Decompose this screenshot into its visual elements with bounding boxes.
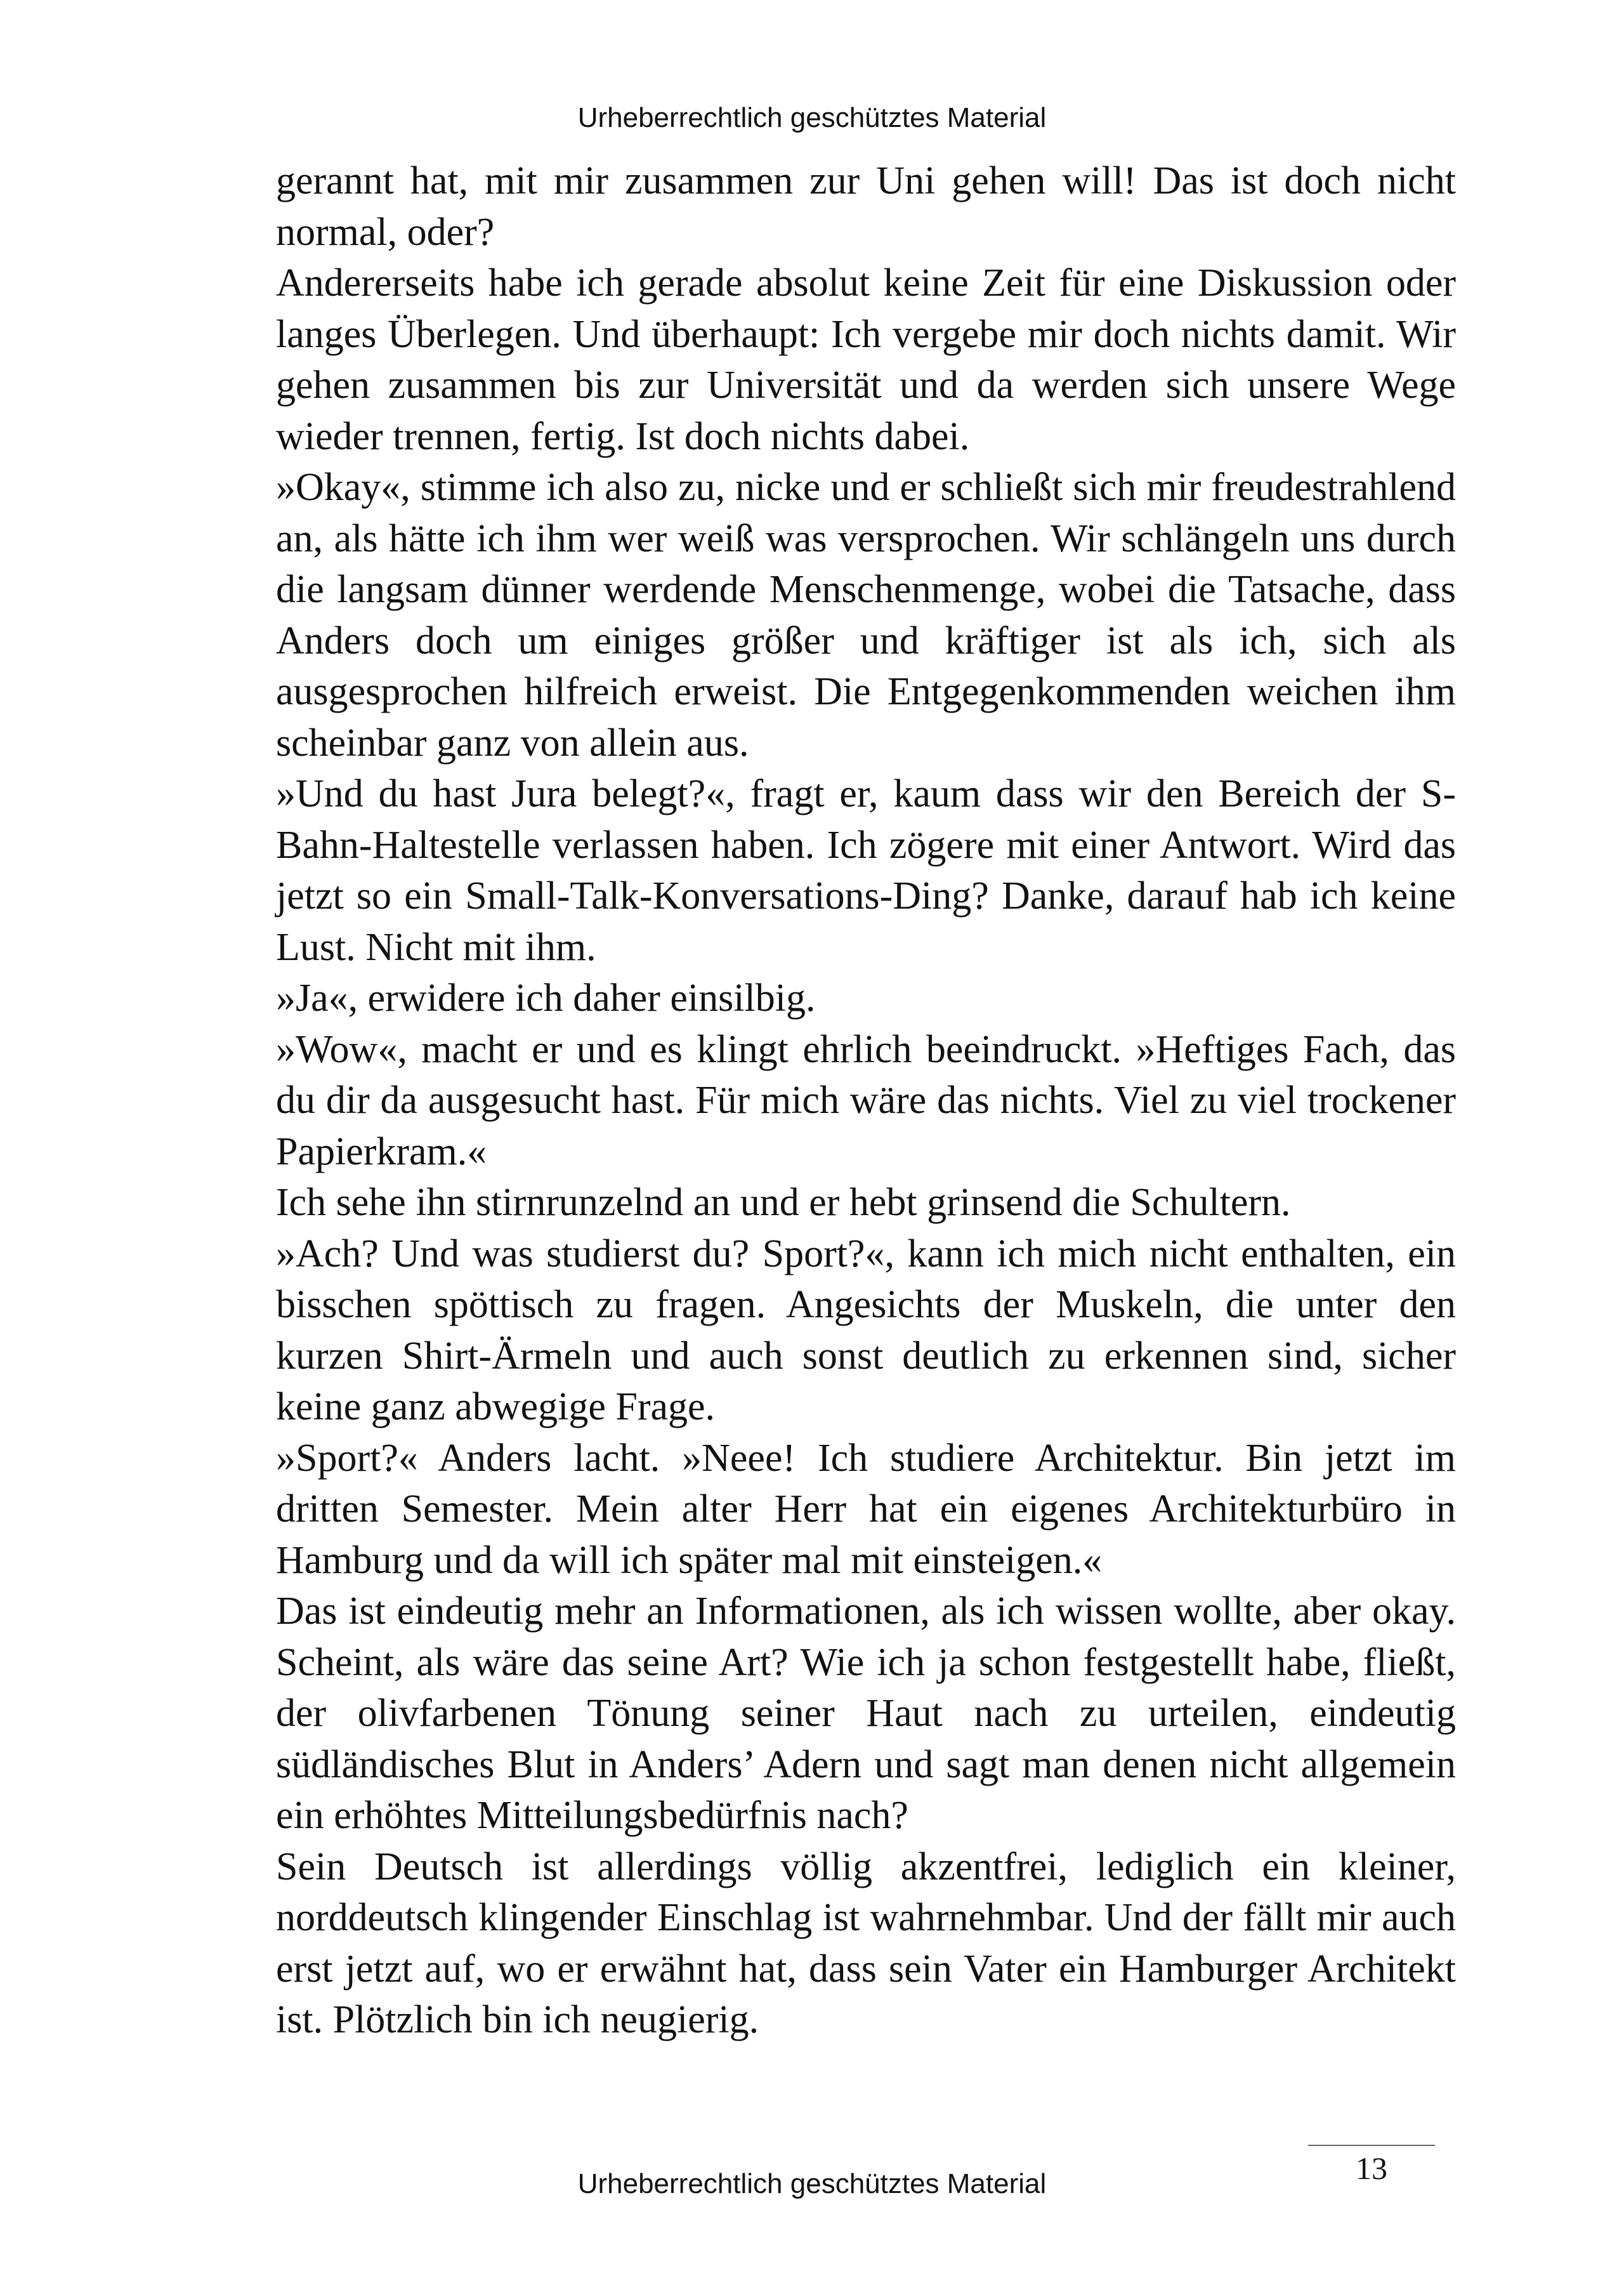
page-body <box>276 155 1456 2046</box>
paragraph: gerannt hat, mit mir zusammen zur Uni gehen will! Das ist doch nicht normal, oder? <box>276 159 1456 254</box>
watermark-top: Urheberrechtlich geschütztes Material <box>577 102 1047 133</box>
paragraph: Sein Deutsch ist allerdings völlig akzentfrei, lediglich ein kleiner, norddeutsch klingender Einschlag ist wahrnehmbar. Und der fällt mir auch erst jetzt auf, wo er erwähnt hat, dass sein Vater ein Hamburger Architekt ist. Plötzlich bin ich neugierig. <box>276 1845 1456 2041</box>
watermark-bottom: Urheberrechtlich geschütztes Material <box>577 2168 1047 2199</box>
paragraph: »Und du hast Jura belegt?«, fragt er, kaum dass wir den Bereich der S-Bahn-Haltestelle verlassen haben. Ich zögere mit einer Antwort. Wird das jetzt so ein Small-Talk-Konversations-Ding? Danke, darauf hab ich keine Lust. Nicht mit ihm. <box>276 772 1456 969</box>
paragraph: »Ach? Und was studierst du? Sport?«, kann ich mich nicht enthalten, ein bisschen spöttisch zu fragen. Angesichts der Muskeln, die unter den kurzen Shirt-Ärmeln und auch sonst deutlich zu erkennen sind, sicher keine ganz abwegige Frage. <box>276 1232 1456 1428</box>
paragraph: »Ja«, erwidere ich daher einsilbig. <box>276 977 816 1020</box>
paragraph: »Sport?« Anders lacht. »Neee! Ich studiere Architektur. Bin jetzt im dritten Semester. Mein alter Herr hat ein eigenes Architekturbüro in Hamburg und da will ich später mal mit einsteigen.« <box>276 1436 1456 1582</box>
paragraph: Ich sehe ihn stirnrunzelnd an und er hebt grinsend die Schultern. <box>276 1181 1291 1224</box>
paragraph: Das ist eindeutig mehr an Informationen, als ich wissen wollte, aber okay. Scheint, als wäre das seine Art? Wie ich ja schon festgestellt habe, fließt, der olivfarbenen Tönung seiner Haut nach zu urteilen, eindeutig südländisches Blut in Anders’ Adern und sagt man denen nicht allgemein ein erhöhtes Mitteilungsbedürfnis nach? <box>276 1590 1456 1837</box>
footer-divider <box>1308 2145 1435 2146</box>
paragraph: »Okay«, stimme ich also zu, nicke und er schließt sich mir freudestrahlend an, als hätte ich ihm wer weiß was versprochen. Wir schlängeln uns durch die langsam dünner werdende Menschenmenge, wobei die Tatsache, dass Anders doch um einiges größer und kräftiger ist als ich, sich als ausgesprochen hilfreich erweist. Die Entgegenkommenden weichen ihm scheinbar ganz von allein aus. <box>276 466 1456 765</box>
paragraph: »Wow«, macht er und es klingt ehrlich beeindruckt. »Heftiges Fach, das du dir da ausgesucht hast. Für mich wäre das nichts. Viel zu viel trockener Papierkram.« <box>276 1027 1456 1173</box>
paragraph: Andererseits habe ich gerade absolut keine Zeit für eine Diskussion oder langes Überlegen. Und überhaupt: Ich vergebe mir doch nichts damit. Wir gehen zusammen bis zur Universität und da werden sich unsere Wege wieder trennen, fertig. Ist doch nichts dabei. <box>276 261 1456 458</box>
page-number: 13 <box>1356 2150 1387 2186</box>
